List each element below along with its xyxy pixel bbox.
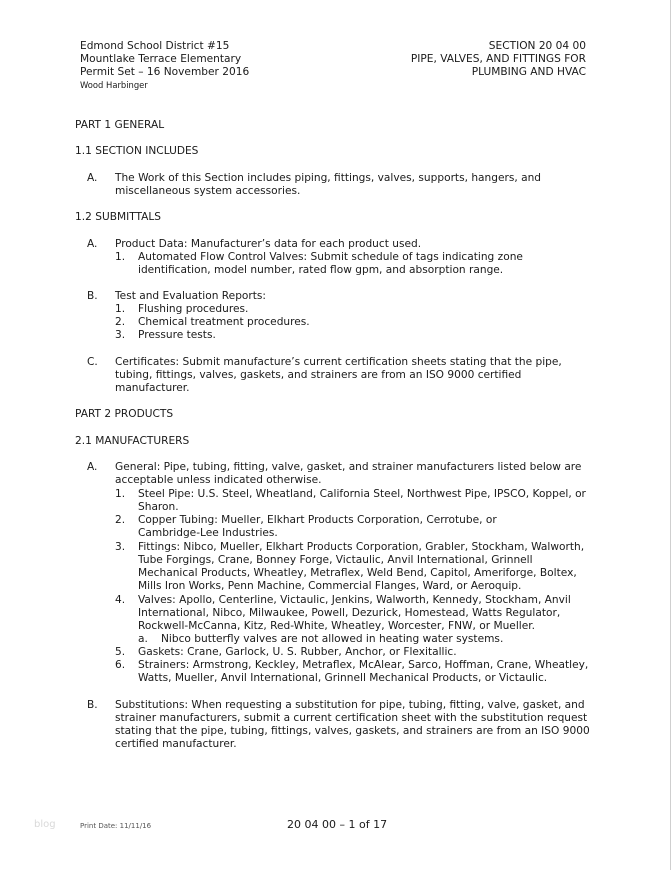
- print-date: Print Date: 11/11/16: [80, 822, 152, 830]
- item-label: B.: [87, 699, 98, 711]
- header-author: Wood Harbinger: [80, 80, 148, 90]
- list-item-line: Mills Iron Works, Penn Machine, Commercial Flanges, Ward, or Aeroquip.: [138, 580, 522, 592]
- list-number: 3.: [115, 329, 126, 341]
- paragraph-line: The Work of this Section includes piping, fittings, valves, supports, hangers, and: [115, 172, 542, 184]
- list-item-line: Strainers: Armstrong, Keckley, Metraflex, McAlear, Sarco, Hoffman, Crane, Wheatley,: [138, 659, 589, 671]
- header-section: SECTION 20 04 00: [488, 40, 586, 52]
- paragraph-line: manufacturer.: [115, 382, 190, 394]
- page-number: 20 04 00 – 1 of 17: [287, 818, 388, 831]
- section-1-2-heading: 1.2 SUBMITTALS: [75, 211, 162, 223]
- header-permit: Permit Set – 16 November 2016: [80, 66, 250, 78]
- list-item-line: Rockwell-McCanna, Kitz, Red-White, Wheatley, Worcester, FNW, or Mueller.: [138, 620, 535, 632]
- list-item-line: Sharon.: [138, 501, 179, 513]
- paragraph-line: miscellaneous system accessories.: [115, 185, 301, 197]
- list-item-line: Valves: Apollo, Centerline, Victaulic, Jenkins, Walworth, Kennedy, Stockham, Anvil: [138, 594, 571, 606]
- paragraph-line: acceptable unless indicated otherwise.: [115, 474, 322, 486]
- item-label: A.: [87, 238, 98, 250]
- list-number: 1.: [115, 303, 126, 315]
- list-item-line: International, Nibco, Milwaukee, Powell, Dezurick, Homestead, Watts Regulator,: [138, 607, 561, 619]
- list-item-line: Cambridge-Lee Industries.: [138, 527, 278, 539]
- list-number: 2.: [115, 316, 126, 328]
- header-right: [411, 40, 586, 79]
- header-section-title-1: PIPE, VALVES, AND FITTINGS FOR: [410, 53, 586, 65]
- header-district: Edmond School District #15: [80, 40, 230, 52]
- paragraph-line: General: Pipe, tubing, fitting, valve, gasket, and strainer manufacturers listed below are: [115, 461, 582, 473]
- part1-heading: PART 1 GENERAL: [75, 119, 165, 131]
- sub-item-label: a.: [138, 633, 148, 645]
- list-item-line: Steel Pipe: U.S. Steel, Wheatland, California Steel, Northwest Pipe, IPSCO, Koppel, or: [138, 488, 586, 500]
- item-label: A.: [87, 461, 98, 473]
- list-number: 1.: [115, 488, 126, 500]
- list-item-line: Copper Tubing: Mueller, Elkhart Products Corporation, Cerrotube, or: [138, 514, 497, 526]
- list-item-line: Flushing procedures.: [138, 303, 249, 315]
- list-number: 5.: [115, 646, 126, 658]
- header-section-title-2: PLUMBING AND HVAC: [471, 66, 586, 78]
- paragraph-line: Certificates: Submit manufacture’s current certification sheets stating that the pipe,: [115, 356, 562, 368]
- paragraph-line: stating that the pipe, tubing, fittings, valves, gaskets, and strainers are from an ISO 9000: [115, 725, 590, 737]
- paragraph-line: Product Data: Manufacturer’s data for each product used.: [115, 238, 422, 250]
- sub-item-line: Nibco butterfly valves are not allowed in heating water systems.: [161, 633, 504, 645]
- paragraph-line: Substitutions: When requesting a substitution for pipe, tubing, fitting, valve, gasket, and: [115, 699, 585, 711]
- paragraph-line: certified manufacturer.: [115, 738, 237, 750]
- paragraph-line: tubing, fittings, valves, gaskets, and strainers are from an ISO 9000 certified: [115, 369, 522, 381]
- item-label: A.: [87, 172, 98, 184]
- item-label: C.: [87, 356, 98, 368]
- header-left: [80, 40, 249, 92]
- list-number: 2.: [115, 514, 126, 526]
- list-item-line: Chemical treatment procedures.: [138, 316, 310, 328]
- item-label: B.: [87, 290, 98, 302]
- list-item-line: Gaskets: Crane, Garlock, U. S. Rubber, Anchor, or Flexitallic.: [138, 646, 457, 658]
- part2-heading: PART 2 PRODUCTS: [75, 408, 174, 420]
- header-school: Mountlake Terrace Elementary: [80, 53, 242, 65]
- page-edge-divider: [670, 0, 671, 870]
- list-number: 4.: [115, 594, 126, 606]
- list-item-line: Automated Flow Control Valves: Submit schedule of tags indicating zone: [138, 251, 523, 263]
- list-number: 6.: [115, 659, 126, 671]
- list-item-line: Watts, Mueller, Anvil International, Grinnell Mechanical Products, or Victaulic.: [138, 672, 548, 684]
- list-number: 1.: [115, 251, 126, 263]
- paragraph-line: strainer manufacturers, submit a current certification sheet with the substitution request: [115, 712, 588, 724]
- list-item-line: Pressure tests.: [138, 329, 216, 341]
- list-number: 3.: [115, 541, 126, 553]
- list-item-line: Fittings: Nibco, Mueller, Elkhart Products Corporation, Grabler, Stockham, Walworth,: [138, 541, 585, 553]
- section-2-1-heading: 2.1 MANUFACTURERS: [75, 435, 190, 447]
- watermark-logo: blog: [34, 819, 56, 830]
- list-item-line: identification, model number, rated flow gpm, and absorption range.: [138, 264, 504, 276]
- list-item-line: Mechanical Products, Wheatley, Metraflex, Weld Bend, Capitol, Ameriforge, Boltex,: [138, 567, 577, 579]
- list-item-line: Tube Forgings, Crane, Bonney Forge, Victaulic, Anvil International, Grinnell: [138, 554, 533, 566]
- section-1-1-heading: 1.1 SECTION INCLUDES: [75, 145, 199, 157]
- paragraph-line: Test and Evaluation Reports:: [115, 290, 266, 302]
